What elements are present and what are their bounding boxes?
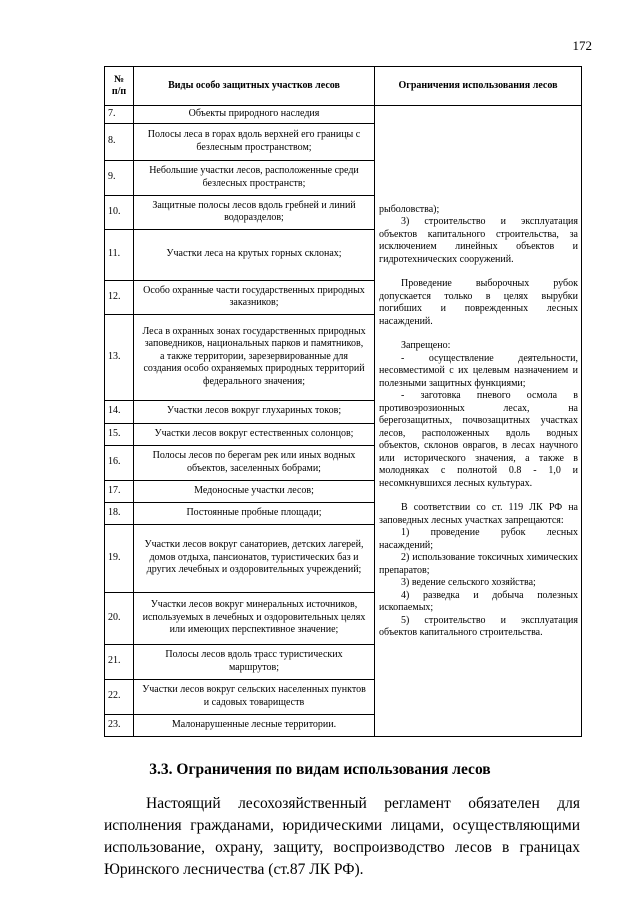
- row-number: 12.: [105, 280, 134, 314]
- row-number: 17.: [105, 480, 134, 502]
- row-area-type: Защитные полосы лесов вдоль гребней и линий водоразделов;: [134, 195, 375, 229]
- table-row: [105, 106, 582, 124]
- row-number: 15.: [105, 423, 134, 445]
- row-area-type: Особо охранные части государственных природных заказников;: [134, 280, 375, 314]
- body-paragraph: Настоящий лесохозяйственный регламент обязателен для исполнения гражданами, юридическими лицами, осуществляющими использование, охрану, защиту, воспроизводство лесов в границах Юринского лесничества (ст.87 ЛК РФ).: [104, 795, 580, 878]
- restriction-text: В соответствии со ст. 119 ЛК РФ на заповедных лесных участках запрещаются:: [379, 502, 578, 526]
- row-area-type: Участки лесов вокруг минеральных источников, используемых в лечебных и оздоровительных целях или имеющих перспективное значение;: [134, 592, 375, 644]
- row-number: 21.: [105, 644, 134, 679]
- restriction-text: 3) строительство и эксплуатация объектов капитального строительства, за исключением линейных объектов и гидротехнических сооружений.: [379, 216, 578, 265]
- restriction-text: 3) ведение сельского хозяйства;: [401, 577, 536, 589]
- row-area-type: Полосы леса в горах вдоль верхней его границы с безлесным пространством;: [134, 123, 375, 160]
- row-area-type: Малонарушенные лесные территории.: [134, 714, 375, 736]
- row-number: 11.: [105, 229, 134, 280]
- row-area-type: Участки лесов вокруг сельских населенных пунктов и садовых товариществ: [134, 679, 375, 714]
- row-area-type: Леса в охранных зонах государственных природных заповедников, национальных парков и памятников, а также территории, зарезервированные для создания особо охраняемых природных территорий федерального значения;: [134, 314, 375, 400]
- row-area-type: Полосы лесов по берегам рек или иных водных объектов, заселенных бобрами;: [134, 445, 375, 480]
- restriction-text: 4) разведка и добыча полезных ископаемых;: [379, 589, 578, 614]
- row-area-type: Полосы лесов вдоль трасс туристических маршрутов;: [134, 644, 375, 679]
- row-number: 22.: [105, 679, 134, 714]
- row-area-type: Участки лесов вокруг глухариных токов;: [134, 400, 375, 423]
- row-number: 18.: [105, 502, 134, 524]
- restriction-text: 5) строительство и эксплуатация объектов капитального строительства.: [379, 614, 578, 639]
- section-title: 3.3. Ограничения по видам использования лесов: [149, 761, 491, 778]
- restriction-cell: [375, 106, 582, 737]
- restriction-text: Проведение выборочных рубок допускается только в целях вырубки погибших и поврежденных лесных насаждений.: [379, 278, 578, 327]
- row-number: 7.: [105, 106, 134, 124]
- row-area-type: Участки лесов вокруг санаториев, детских лагерей, домов отдыха, пансионатов, туристических баз и других лечебных и оздоровительных учреждений;: [134, 524, 375, 592]
- row-area-type: Медоносные участки лесов;: [134, 480, 375, 502]
- protected-areas-table: [104, 66, 582, 737]
- restriction-text: - заготовка пневого осмола в противоэрозионных лесах, на берегозащитных, почвозащитных участках лесов, расположенных вдоль водных объектов, склонов оврагов, в лесах научного или исторического значения, а также в молодняках с полнотой 0.8 - 1,0 и несомкнувшихся лесных культурах.: [379, 390, 578, 489]
- row-number: 14.: [105, 400, 134, 423]
- row-number: 10.: [105, 195, 134, 229]
- page-number: 172: [572, 38, 592, 53]
- row-area-type: Объекты природного наследия: [134, 106, 375, 124]
- row-area-type: Постоянные пробные площади;: [134, 502, 375, 524]
- restriction-text: рыболовства);: [379, 203, 440, 215]
- restriction-text: 2) использование токсичных химических препаратов;: [379, 552, 578, 576]
- row-number: 20.: [105, 592, 134, 644]
- row-number: 9.: [105, 160, 134, 195]
- restriction-text: - осуществление деятельности, несовместимой с их целевым назначением и полезными защитных функциями;: [379, 352, 578, 389]
- row-area-type: Небольшие участки лесов, расположенные среди безлесных пространств;: [134, 160, 375, 195]
- header-number: № п/п: [105, 67, 134, 106]
- header-restriction: Ограничения использования лесов: [375, 67, 582, 106]
- row-number: 13.: [105, 314, 134, 400]
- row-number: 8.: [105, 123, 134, 160]
- restriction-text: 1) проведение рубок лесных насаждений;: [379, 527, 578, 551]
- restriction-text: Запрещено:: [401, 340, 451, 352]
- row-number: 16.: [105, 445, 134, 480]
- row-area-type: Участки лесов вокруг естественных солонцов;: [134, 423, 375, 445]
- row-area-type: Участки леса на крутых горных склонах;: [134, 229, 375, 280]
- row-number: 23.: [105, 714, 134, 736]
- table-header-row: [105, 67, 582, 106]
- header-area-type: Виды особо защитных участков лесов: [134, 67, 375, 106]
- row-number: 19.: [105, 524, 134, 592]
